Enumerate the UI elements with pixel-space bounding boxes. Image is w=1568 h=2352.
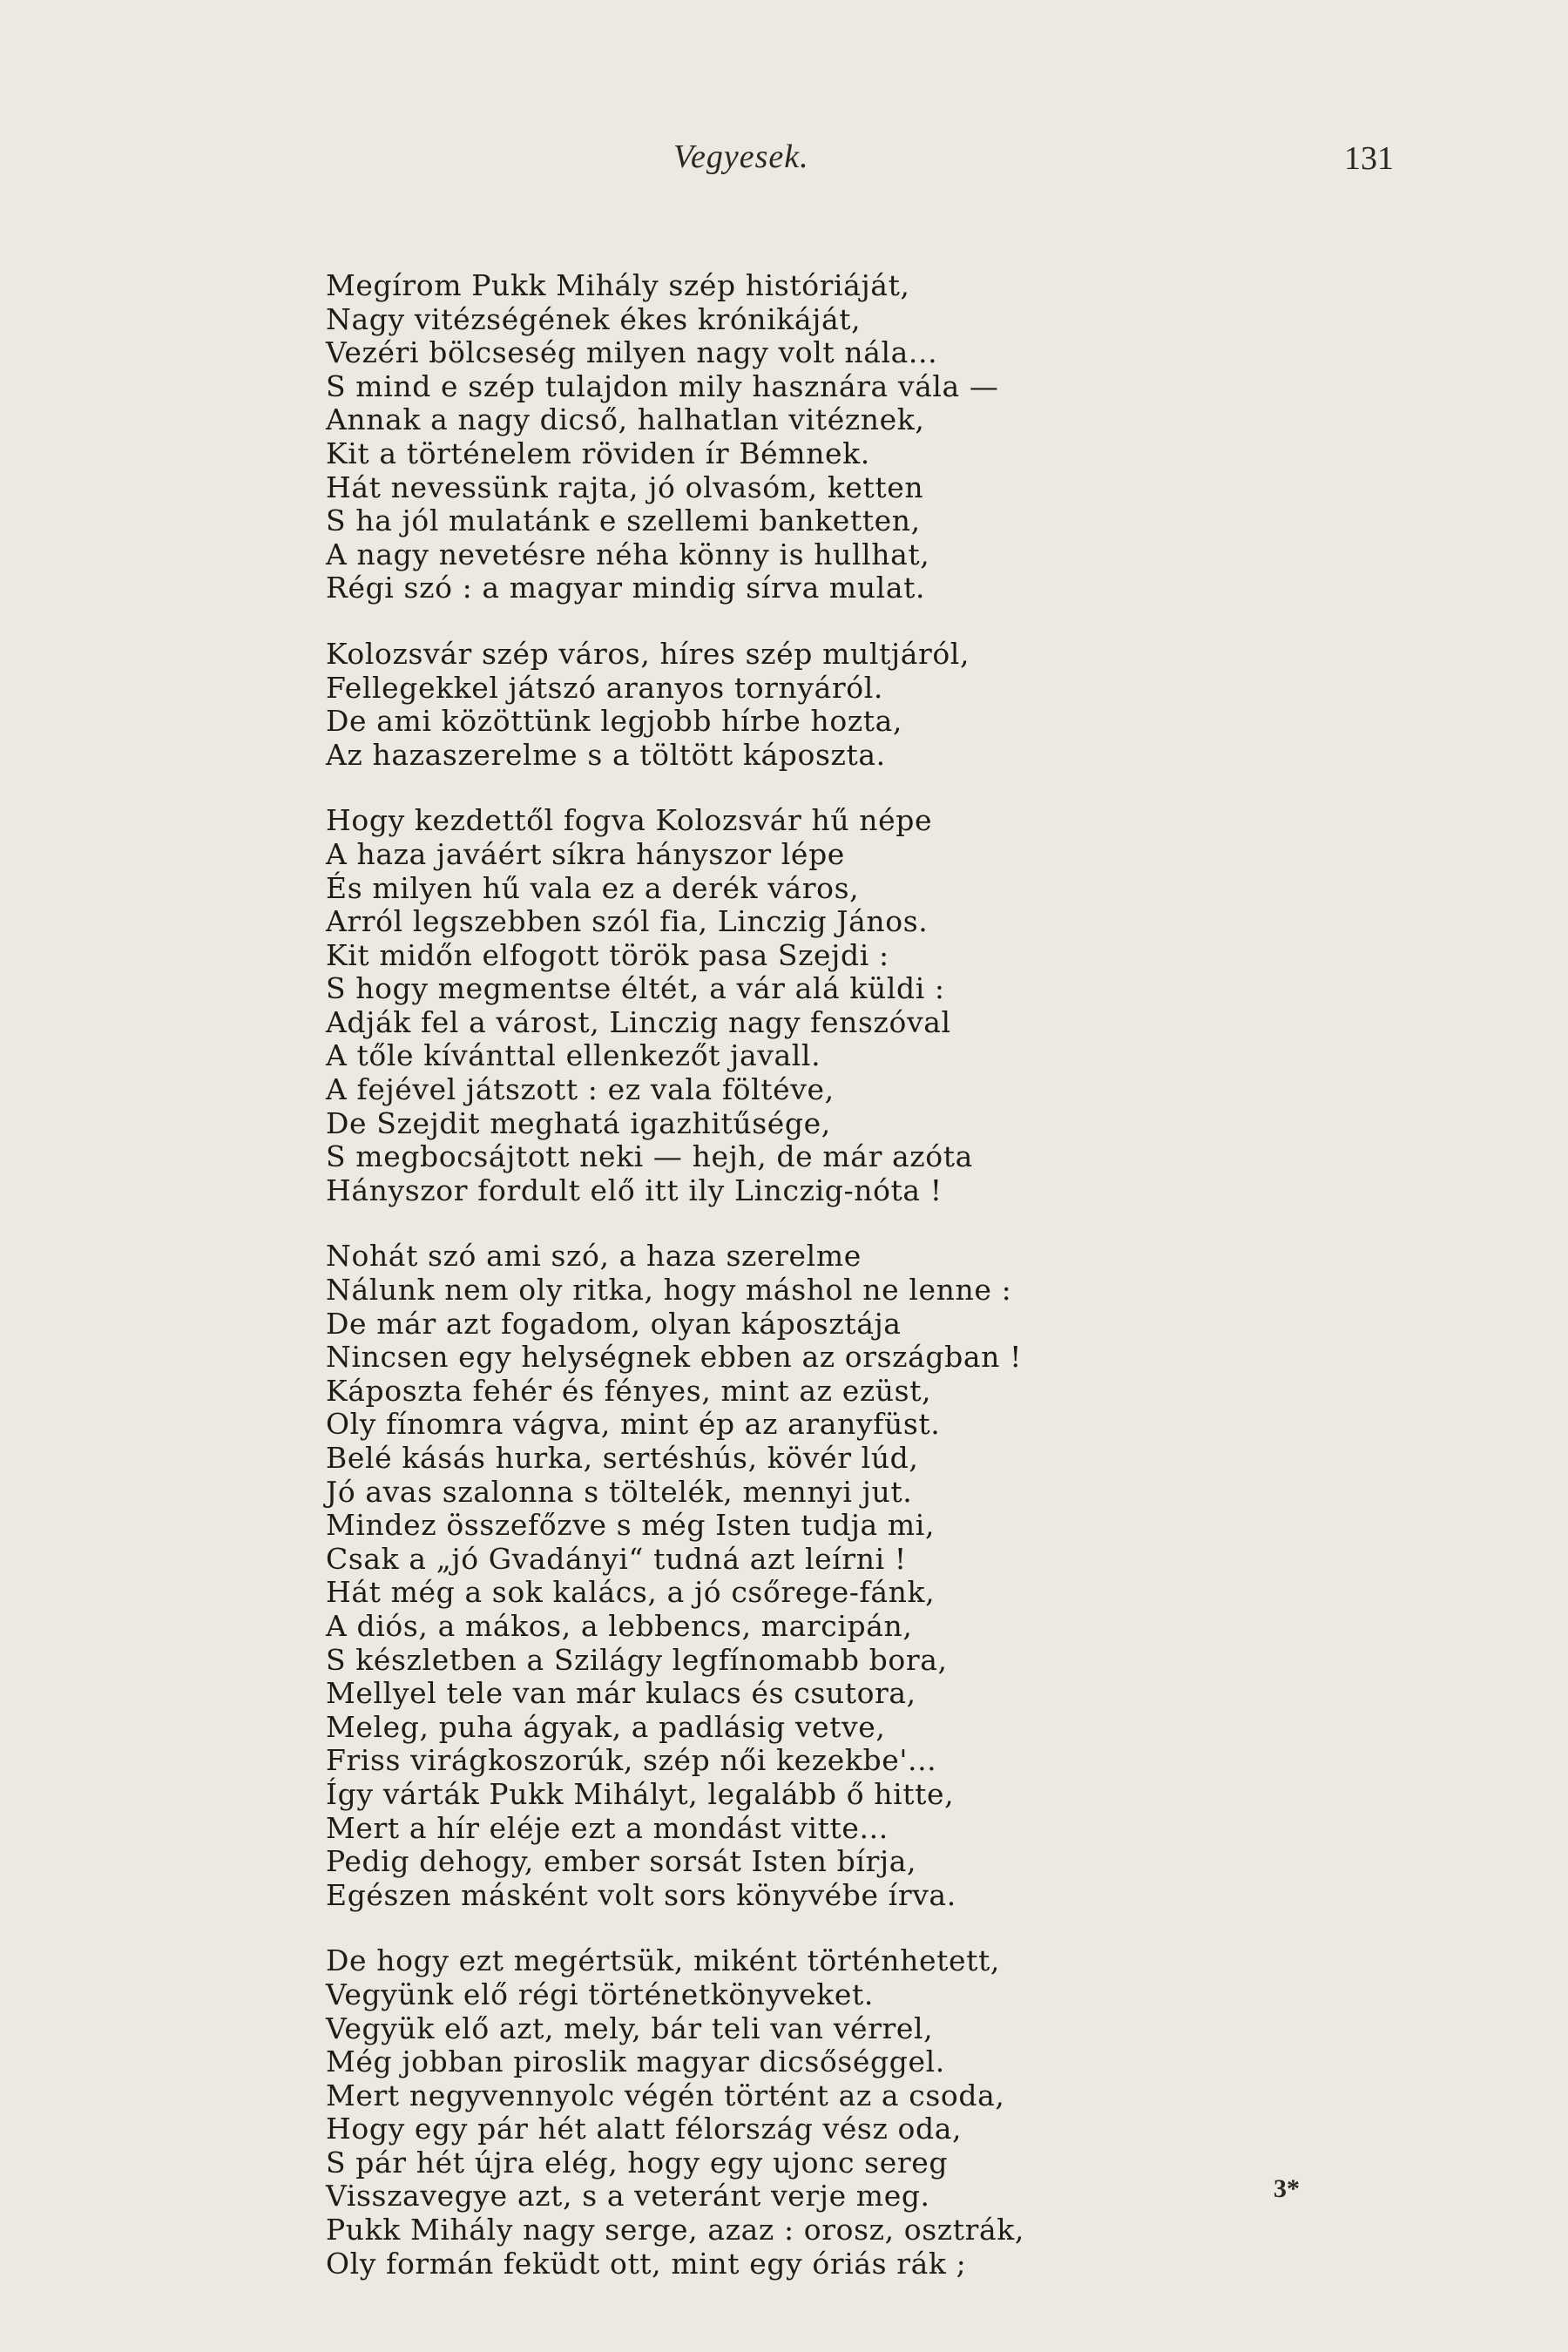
poem-line: Pukk Mihály nagy serge, azaz : orosz, osztrák,	[326, 2213, 1024, 2247]
stanza	[326, 638, 1197, 772]
poem-line: Pedig dehogy, ember sorsát Isten bírja,	[326, 1844, 917, 1879]
stanza	[326, 804, 1197, 1207]
poem-line: Adják fel a várost, Linczig nagy fenszóval	[326, 1004, 951, 1039]
poem-line: Régi szó : a magyar mindig sírva mulat.	[326, 571, 926, 605]
poem-line: Meleg, puha ágyak, a padlásig vetve,	[326, 1709, 886, 1744]
stanza	[326, 1944, 1197, 2281]
poem-line: S mind e szép tulajdon mily hasznára vála —	[326, 368, 999, 403]
poem-line: Kit a történelem röviden ír Bémnek.	[326, 436, 870, 470]
poem-line: Jó avas szalonna s töltelék, mennyi jut.	[326, 1474, 913, 1509]
poem-line: S ha jól mulatánk e szellemi banketten,	[326, 504, 921, 538]
poem-line: Oly fínomra vágva, mint ép az aranyfüst.	[326, 1407, 941, 1442]
poem-line: Fellegekkel játszó aranyos tornyáról.	[326, 670, 883, 705]
poem-line: De ami közöttünk legjobb hírbe hozta,	[326, 704, 903, 739]
poem-line: S készletben a Szilágy legfínomabb bora,	[326, 1642, 948, 1677]
poem-line: Megírom Pukk Mihály szép históriáját,	[326, 268, 910, 302]
stanza	[326, 1240, 1197, 1912]
poem-line: Káposzta fehér és fényes, mint az ezüst,	[326, 1373, 932, 1408]
poem-line: S megbocsájtott neki — hejh, de már azóta	[326, 1139, 973, 1174]
poem-line: És milyen hű vala ez a derék város,	[326, 870, 860, 905]
poem-line: Vegyünk elő régi történetkönyveket.	[326, 1977, 874, 2011]
poem-line: Nagy vitézségének ékes krónikáját,	[326, 301, 862, 336]
poem-line: Hát még a sok kalács, a jó csőrege-fánk,	[326, 1575, 936, 1610]
poem-line: Arról legszebben szól fia, Linczig János.	[326, 904, 929, 939]
poem-line: Egészen másként volt sors könyvébe írva.	[326, 1877, 956, 1912]
poem-line: A fejével játszott : ez vala föltéve,	[326, 1072, 835, 1107]
poem-line: De Szejdit meghatá igazhitűsége,	[326, 1105, 831, 1140]
poem-line: Oly formán feküdt ott, mint egy óriás rák ;	[326, 2246, 967, 2281]
poem-line: S hogy megmentse éltét, a vár alá küldi :	[326, 971, 945, 1006]
poem-line: Még jobban piroslik magyar dicsőséggel.	[326, 2044, 945, 2079]
poem-line: A diós, a mákos, a lebbencs, marcipán,	[326, 1608, 913, 1643]
poem-line: Kit midőn elfogott török pasa Szejdi :	[326, 937, 889, 972]
poem-line: A tőle kívánttal ellenkezőt javall.	[326, 1038, 821, 1073]
poem-line: Visszavegye azt, s a veteránt verje meg.	[326, 2179, 930, 2213]
poem-line: Mert a hír eléje ezt a mondást vitte...	[326, 1810, 889, 1845]
poem-line: Kolozsvár szép város, híres szép multjáról,	[326, 636, 970, 671]
poem-line: Hányszor fordult elő itt ily Linczig-nóta !	[326, 1173, 943, 1207]
running-header-title: Vegyesek.	[673, 139, 809, 175]
poem-line: A haza javáért síkra hányszor lépe	[326, 836, 845, 871]
poem-body	[326, 269, 1197, 2313]
poem-line: Csak a „jó Gvadányi“ tudná azt leírni !	[326, 1541, 907, 1576]
poem-line: Hogy egy pár hét alatt félország vész oda,	[326, 2112, 963, 2146]
poem-line: Friss virágkoszorúk, szép női kezekbe'...	[326, 1743, 937, 1778]
poem-line: Vezéri bölcseség milyen nagy volt nála...	[326, 335, 938, 370]
printer-signature-mark: 3*	[1274, 2174, 1300, 2203]
poem-line: Hát nevessünk rajta, jó olvasóm, ketten	[326, 470, 924, 504]
poem-line: Vegyük elő azt, mely, bár teli van vérrel,	[326, 2011, 934, 2045]
poem-line: Mert negyvennyolc végén történt az a csoda,	[326, 2078, 1005, 2112]
poem-line: Mindez összefőzve s még Isten tudja mi,	[326, 1508, 936, 1543]
poem-line: Az hazaszerelme s a töltött káposzta.	[326, 737, 886, 772]
poem-line: A nagy nevetésre néha könny is hullhat,	[326, 537, 930, 571]
poem-line: De már azt fogadom, olyan káposztája	[326, 1306, 902, 1341]
poem-line: Így várták Pukk Mihályt, legalább ő hitte,	[326, 1776, 955, 1811]
poem-line: De hogy ezt megértsük, miként történhetett,	[326, 1943, 1000, 1978]
poem-line: Belé kásás hurka, sertéshús, kövér lúd,	[326, 1441, 919, 1475]
poem-line: Nohát szó ami szó, a haza szerelme	[326, 1239, 862, 1274]
poem-line: Hogy kezdettől fogva Kolozsvár hű népe	[326, 803, 933, 838]
poem-line: Nincsen egy helységnek ebben az országban !	[326, 1340, 1022, 1375]
poem-line: S pár hét újra elég, hogy egy ujonc sereg	[326, 2145, 949, 2180]
page-number: 131	[1344, 140, 1394, 177]
poem-line: Annak a nagy dicső, halhatlan vitéznek,	[326, 402, 925, 437]
stanza	[326, 269, 1197, 605]
poem-line: Mellyel tele van már kulacs és csutora,	[326, 1676, 916, 1711]
poem-line: Nálunk nem oly ritka, hogy máshol ne lenne :	[326, 1273, 1012, 1308]
